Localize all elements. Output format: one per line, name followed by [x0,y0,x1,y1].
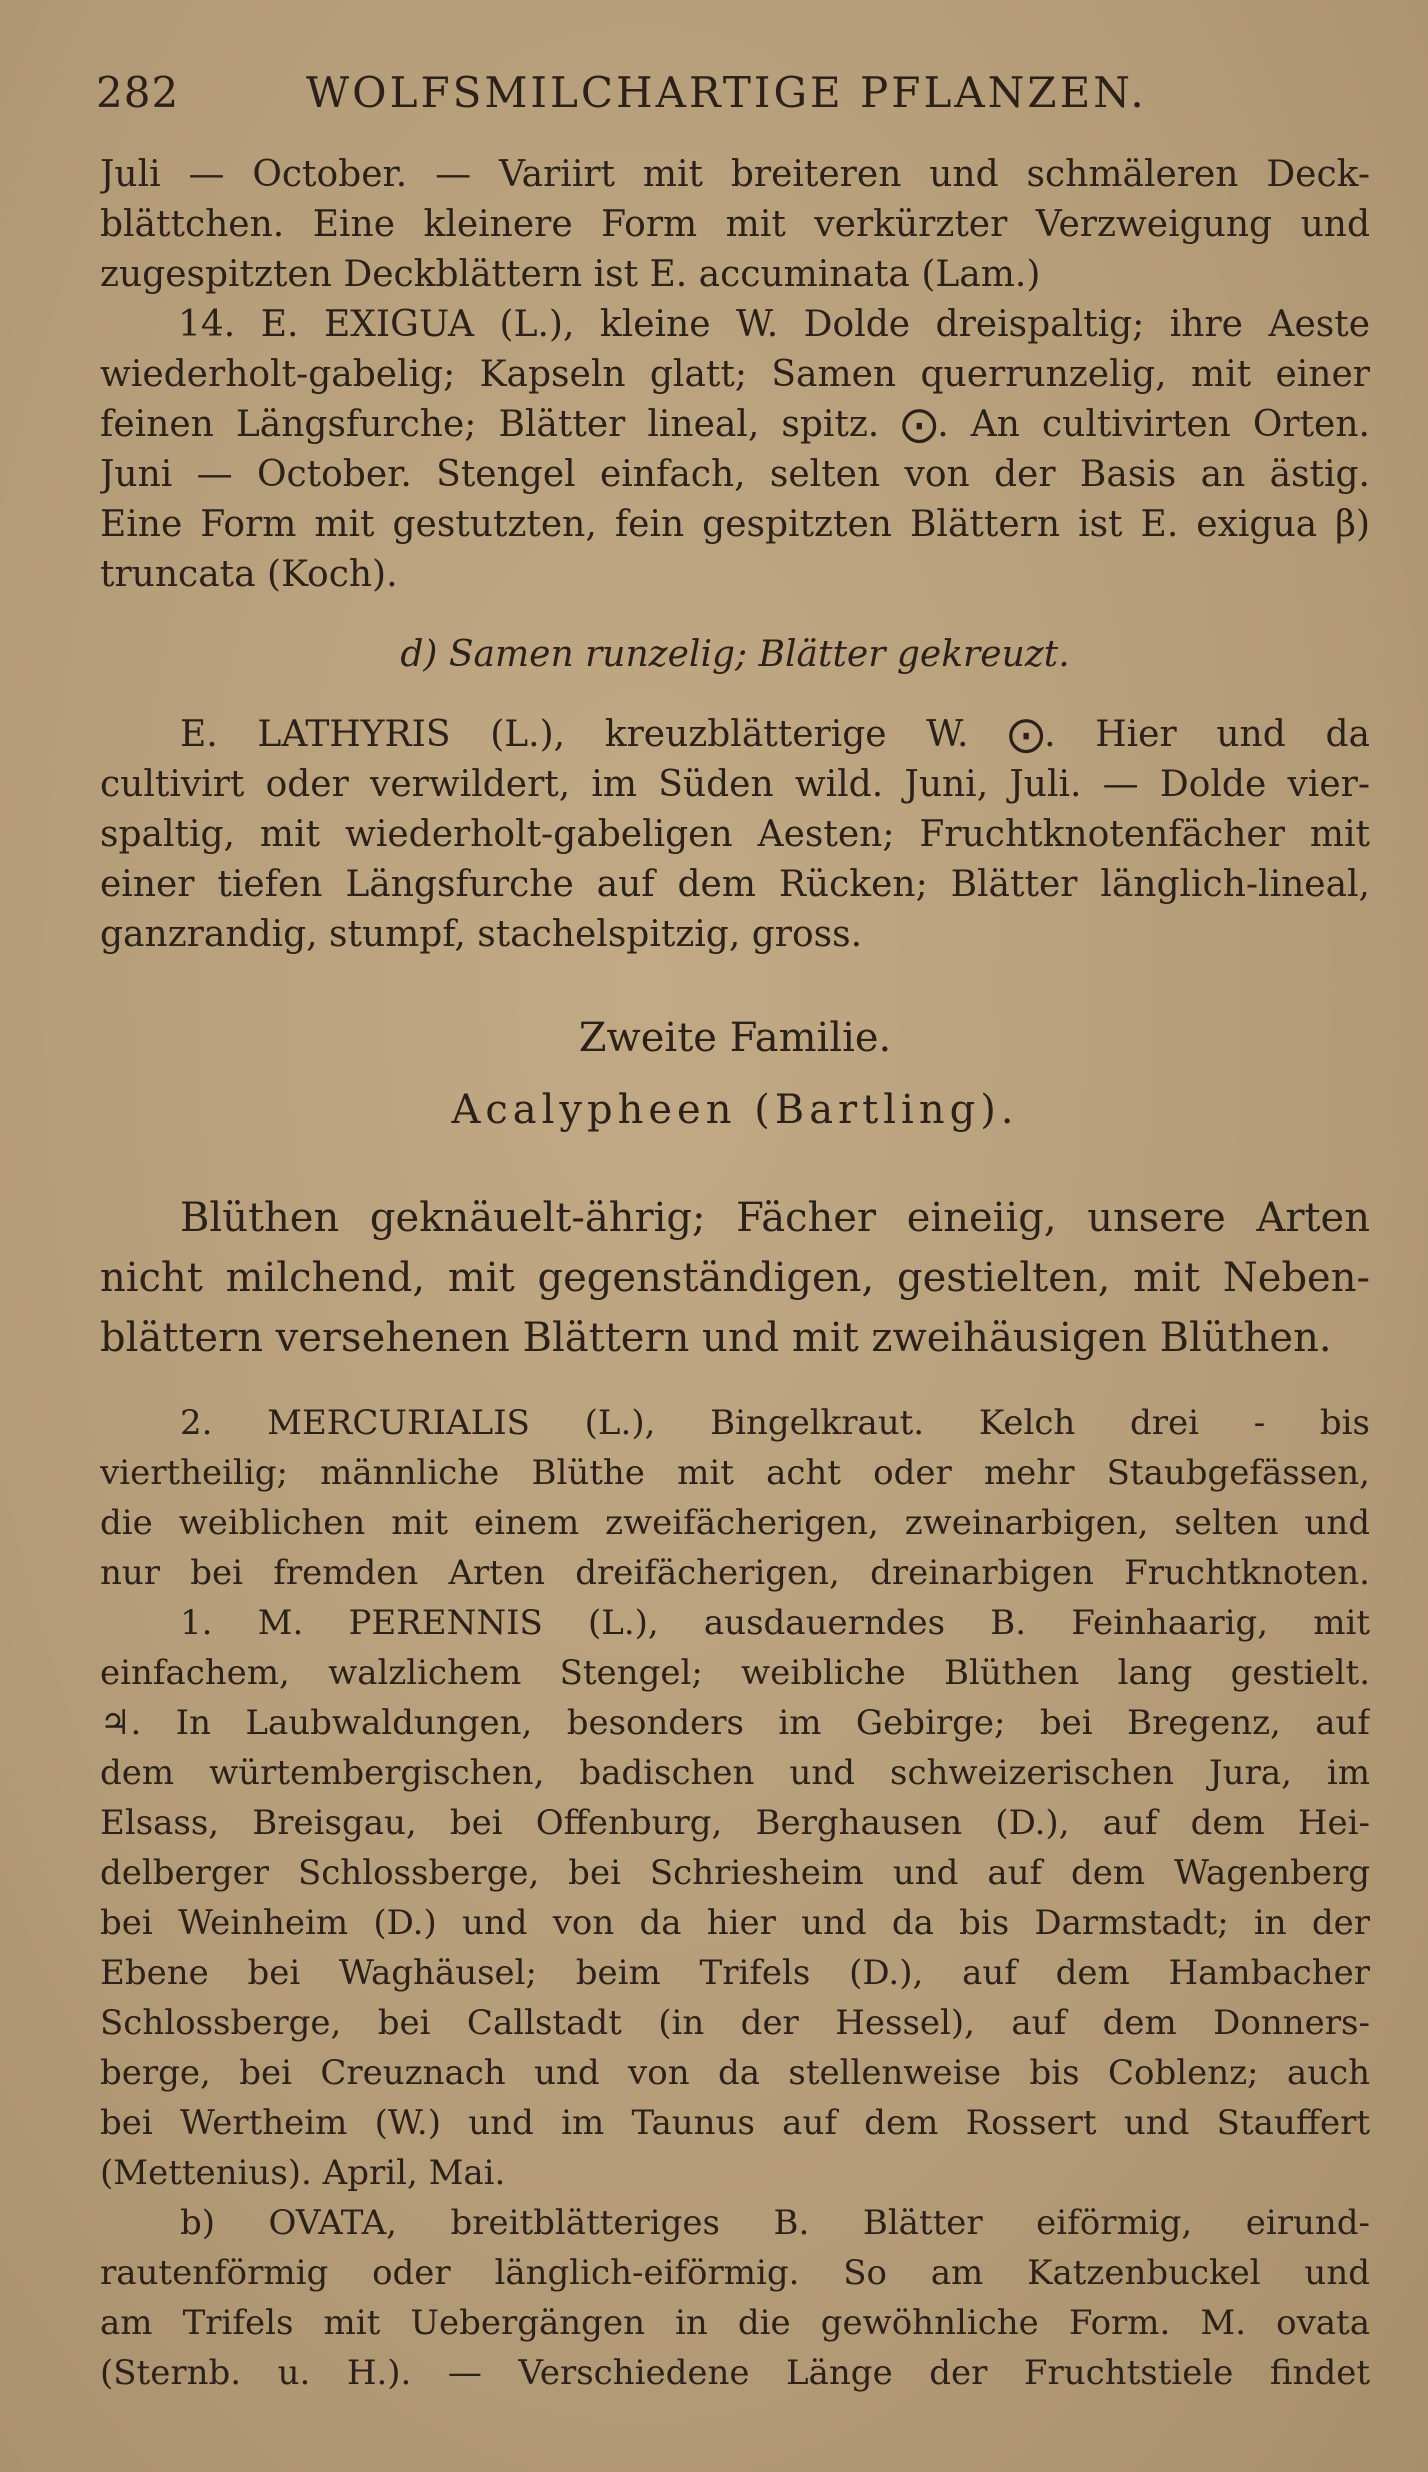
text-line: 14. E. EXIGUA (L.), kleine W. Dolde dreispaltig; ihre Aeste [178,304,1370,345]
text-line: Elsass, Breisgau, bei Offenburg, Berghausen (D.), auf dem Hei- [100,1803,1370,1843]
text-line: bei Wertheim (W.) und im Taunus auf dem Rossert und Stauffert [100,2103,1370,2143]
text-line: (Mettenius). April, Mai. [100,2153,506,2193]
text-line: cultivirt oder verwildert, im Süden wild. Juni, Juli. — Dolde vier- [100,764,1370,805]
text-line: 2. MERCURIALIS (L.), Bingelkraut. Kelch drei - bis [180,1403,1370,1443]
section-subheading: d) Samen runzelig; Blätter gekreuzt. [400,634,1070,675]
text-line: dem würtembergischen, badischen und schweizerischen Jura, im [100,1753,1370,1793]
family-name: Acalypheen (Bartling). [451,1087,1019,1133]
text-line: blättern versehenen Blättern und mit zweihäusigen Blüthen. [100,1315,1332,1361]
text-line: ♃. In Laubwaldungen, besonders im Gebirge; bei Bregenz, auf [100,1703,1370,1743]
text-line: E. LATHYRIS (L.), kreuzblätterige W. ⨀. Hier und da [180,714,1370,755]
text-line: bei Weinheim (D.) und von da hier und da bis Darmstadt; in der [100,1903,1370,1943]
spacer [100,1140,1370,1188]
text-line: Ebene bei Waghäusel; beim Trifels (D.), auf dem Hambacher [100,1953,1370,1993]
paragraph-mercurialis-ovata [100,2198,1370,2398]
paragraph-mercurialis [100,1398,1370,1598]
spacer [100,1368,1370,1398]
text-line: Schlossberge, bei Callstadt (in der Hessel), auf dem Donners- [100,2003,1370,2043]
text-line: blättchen. Eine kleinere Form mit verkürzter Verzweigung und [100,204,1370,245]
text-line: rautenförmig oder länglich-eiförmig. So am Katzenbuckel und [100,2253,1370,2293]
text-line: delberger Schlossberge, bei Schriesheim und auf dem Wagenberg [100,1853,1370,1893]
text-line: wiederholt-gabelig; Kapseln glatt; Samen querrunzelig, mit einer [100,354,1370,395]
text-line: spaltig, mit wiederholt-gabeligen Aesten; Fruchtknotenfächer mit [100,814,1370,855]
text-line: Blüthen geknäuelt-ährig; Fächer eineiig, unsere Arten [180,1195,1370,1241]
text-line: Juli — October. — Variirt mit breiteren und schmäleren Deck- [100,154,1370,195]
text-line: Juni — October. Stengel einfach, selten von der Basis an ästig. [100,454,1370,495]
page-header [96,68,1296,128]
family-heading [100,1008,1370,1140]
spacer [100,680,1370,710]
text-line: nur bei fremden Arten dreifächerigen, dreinarbigen Fruchtknoten. [100,1553,1370,1593]
text-line: feinen Längsfurche; Blätter lineal, spitz. ⨀. An cultivirten Orten. [100,404,1370,445]
text-line: (Sternb. u. H.). — Verschiedene Länge der Fruchtstiele findet [100,2353,1370,2393]
paragraph-family-description [100,1188,1370,1368]
spacer [100,600,1370,630]
text-line: Eine Form mit gestutzten, fein gespitzten Blättern ist E. exigua β) [100,504,1370,545]
text-line: einer tiefen Längsfurche auf dem Rücken; Blätter länglich-lineal, [100,864,1370,905]
body-text [100,150,1370,2398]
family-label: Zweite Familie. [578,1015,892,1061]
paragraph-euphorbia-lathyris [100,710,1370,960]
spacer [100,960,1370,1008]
text-line: ganzrandig, stumpf, stachelspitzig, gross. [100,914,863,955]
paragraph-euphorbia-exigua [100,300,1370,600]
text-line: 1. M. PERENNIS (L.), ausdauerndes B. Feinhaarig, mit [180,1603,1370,1643]
text-line: am Trifels mit Uebergängen in die gewöhnliche Form. M. ovata [100,2303,1370,2343]
text-line: b) OVATA, breitblätteriges B. Blätter eiförmig, eirund- [180,2203,1370,2243]
text-line: nicht milchend, mit gegenständigen, gestielten, mit Neben- [100,1255,1370,1301]
page-number: 282 [96,68,180,117]
text-line: viertheilig; männliche Blüthe mit acht oder mehr Staubgefässen, [100,1453,1370,1493]
text-line: zugespitzten Deckblättern ist E. accuminata (Lam.) [100,254,1041,295]
text-line: berge, bei Creuznach und von da stellenweise bis Coblenz; auch [100,2053,1370,2093]
running-title: WOLFSMILCHARTIGE PFLANZEN. [306,68,1147,117]
paragraph-euphorbia-continued [100,150,1370,300]
text-line: die weiblichen mit einem zweifächerigen, zweinarbigen, selten und [100,1503,1370,1543]
text-line: truncata (Koch). [100,554,398,595]
paragraph-mercurialis-perennis [100,1598,1370,2198]
text-line: einfachem, walzlichem Stengel; weibliche Blüthen lang gestielt. [100,1653,1370,1693]
